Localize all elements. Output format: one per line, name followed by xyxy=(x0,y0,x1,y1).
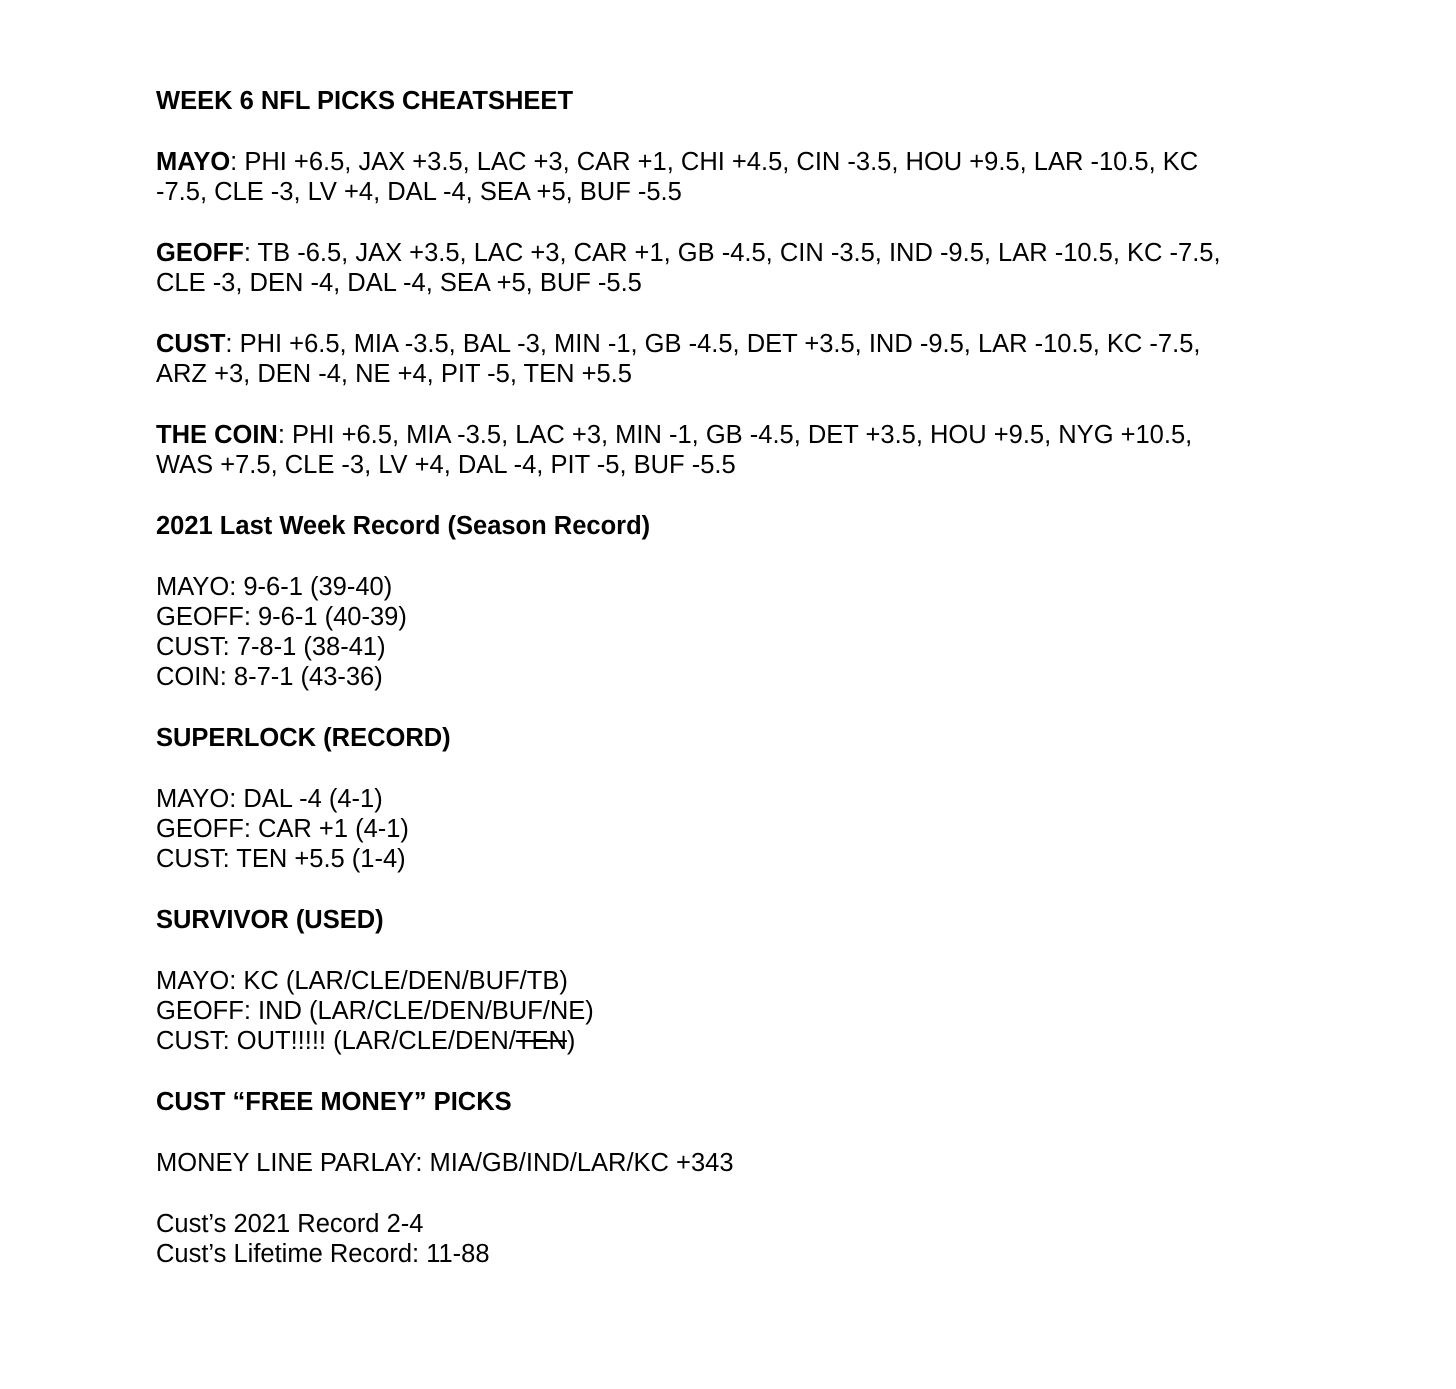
picks-the-coin xyxy=(156,420,1316,480)
survivor-list xyxy=(156,966,1316,1056)
survivor-line-cust xyxy=(156,1026,1316,1056)
spacer xyxy=(156,692,1316,723)
record-line: MAYO: 9-6-1 (39-40) xyxy=(156,573,393,601)
picker-name: CUST xyxy=(156,330,226,358)
superlock-heading: SUPERLOCK (RECORD) xyxy=(156,724,451,752)
picks-line: -7.5, CLE -3, LV +4, DAL -4, SEA +5, BUF -5.5 xyxy=(156,178,682,206)
cust-record-lifetime: Cust’s Lifetime Record: 11-88 xyxy=(156,1240,490,1268)
picks-line xyxy=(156,420,1316,450)
survivor-cust-struck: TEN xyxy=(515,1027,567,1055)
spacer xyxy=(156,298,1316,329)
picks-line xyxy=(156,147,1316,177)
picks-text: : PHI +6.5, MIA -3.5, BAL -3, MIN -1, GB -4.5, DET +3.5, IND -9.5, LAR -10.5, KC -7.5, xyxy=(225,330,1201,358)
spacer xyxy=(156,1178,1316,1209)
superlock-line: MAYO: DAL -4 (4-1) xyxy=(156,785,383,813)
survivor-cust-suffix: ) xyxy=(566,1027,576,1055)
survivor-line: MAYO: KC (LAR/CLE/DEN/BUF/TB) xyxy=(156,967,568,995)
picker-name: GEOFF xyxy=(156,239,244,267)
page-title: WEEK 6 NFL PICKS CHEATSHEET xyxy=(156,87,574,115)
picks-geoff xyxy=(156,238,1316,298)
survivor-cust-prefix: CUST: OUT!!!!! (LAR/CLE/DEN/ xyxy=(156,1027,516,1055)
superlock-line: GEOFF: CAR +1 (4-1) xyxy=(156,815,409,843)
spacer xyxy=(156,541,1316,572)
spacer xyxy=(156,1117,1316,1148)
superlock-line: CUST: TEN +5.5 (1-4) xyxy=(156,845,406,873)
spacer xyxy=(156,935,1316,966)
spacer xyxy=(156,207,1316,238)
picks-text: : PHI +6.5, MIA -3.5, LAC +3, MIN -1, GB -4.5, DET +3.5, HOU +9.5, NYG +10.5, xyxy=(277,421,1193,449)
spacer xyxy=(156,480,1316,511)
record-line: GEOFF: 9-6-1 (40-39) xyxy=(156,603,407,631)
spacer xyxy=(156,389,1316,420)
picker-name: MAYO xyxy=(156,148,231,176)
picks-line: CLE -3, DEN -4, DAL -4, SEA +5, BUF -5.5 xyxy=(156,269,642,297)
cust-records xyxy=(156,1209,1316,1269)
record-line: COIN: 8-7-1 (43-36) xyxy=(156,663,383,691)
survivor-line: GEOFF: IND (LAR/CLE/DEN/BUF/NE) xyxy=(156,997,594,1025)
free-money-heading: CUST “FREE MONEY” PICKS xyxy=(156,1088,512,1116)
picks-line xyxy=(156,329,1316,359)
parlay-line: MONEY LINE PARLAY: MIA/GB/IND/LAR/KC +343 xyxy=(156,1149,734,1177)
picks-line xyxy=(156,238,1316,268)
picks-text: : PHI +6.5, JAX +3.5, LAC +3, CAR +1, CHI +4.5, CIN -3.5, HOU +9.5, LAR -10.5, KC xyxy=(230,148,1199,176)
survivor-heading: SURVIVOR (USED) xyxy=(156,906,384,934)
picker-name: THE COIN xyxy=(156,421,278,449)
spacer xyxy=(156,116,1316,147)
picks-cust xyxy=(156,329,1316,389)
document xyxy=(156,86,1316,1269)
picks-line: WAS +7.5, CLE -3, LV +4, DAL -4, PIT -5, BUF -5.5 xyxy=(156,451,736,479)
spacer xyxy=(156,874,1316,905)
spacer xyxy=(156,753,1316,784)
picks-mayo xyxy=(156,147,1316,207)
spacer xyxy=(156,1056,1316,1087)
record-line: CUST: 7-8-1 (38-41) xyxy=(156,633,386,661)
picks-text: : TB -6.5, JAX +3.5, LAC +3, CAR +1, GB -4.5, CIN -3.5, IND -9.5, LAR -10.5, KC -7.5, xyxy=(243,239,1221,267)
picks-line: ARZ +3, DEN -4, NE +4, PIT -5, TEN +5.5 xyxy=(156,360,632,388)
cust-record-2021: Cust’s 2021 Record 2-4 xyxy=(156,1210,424,1238)
record-heading: 2021 Last Week Record (Season Record) xyxy=(156,512,651,540)
record-list xyxy=(156,572,1316,692)
superlock-list xyxy=(156,784,1316,874)
